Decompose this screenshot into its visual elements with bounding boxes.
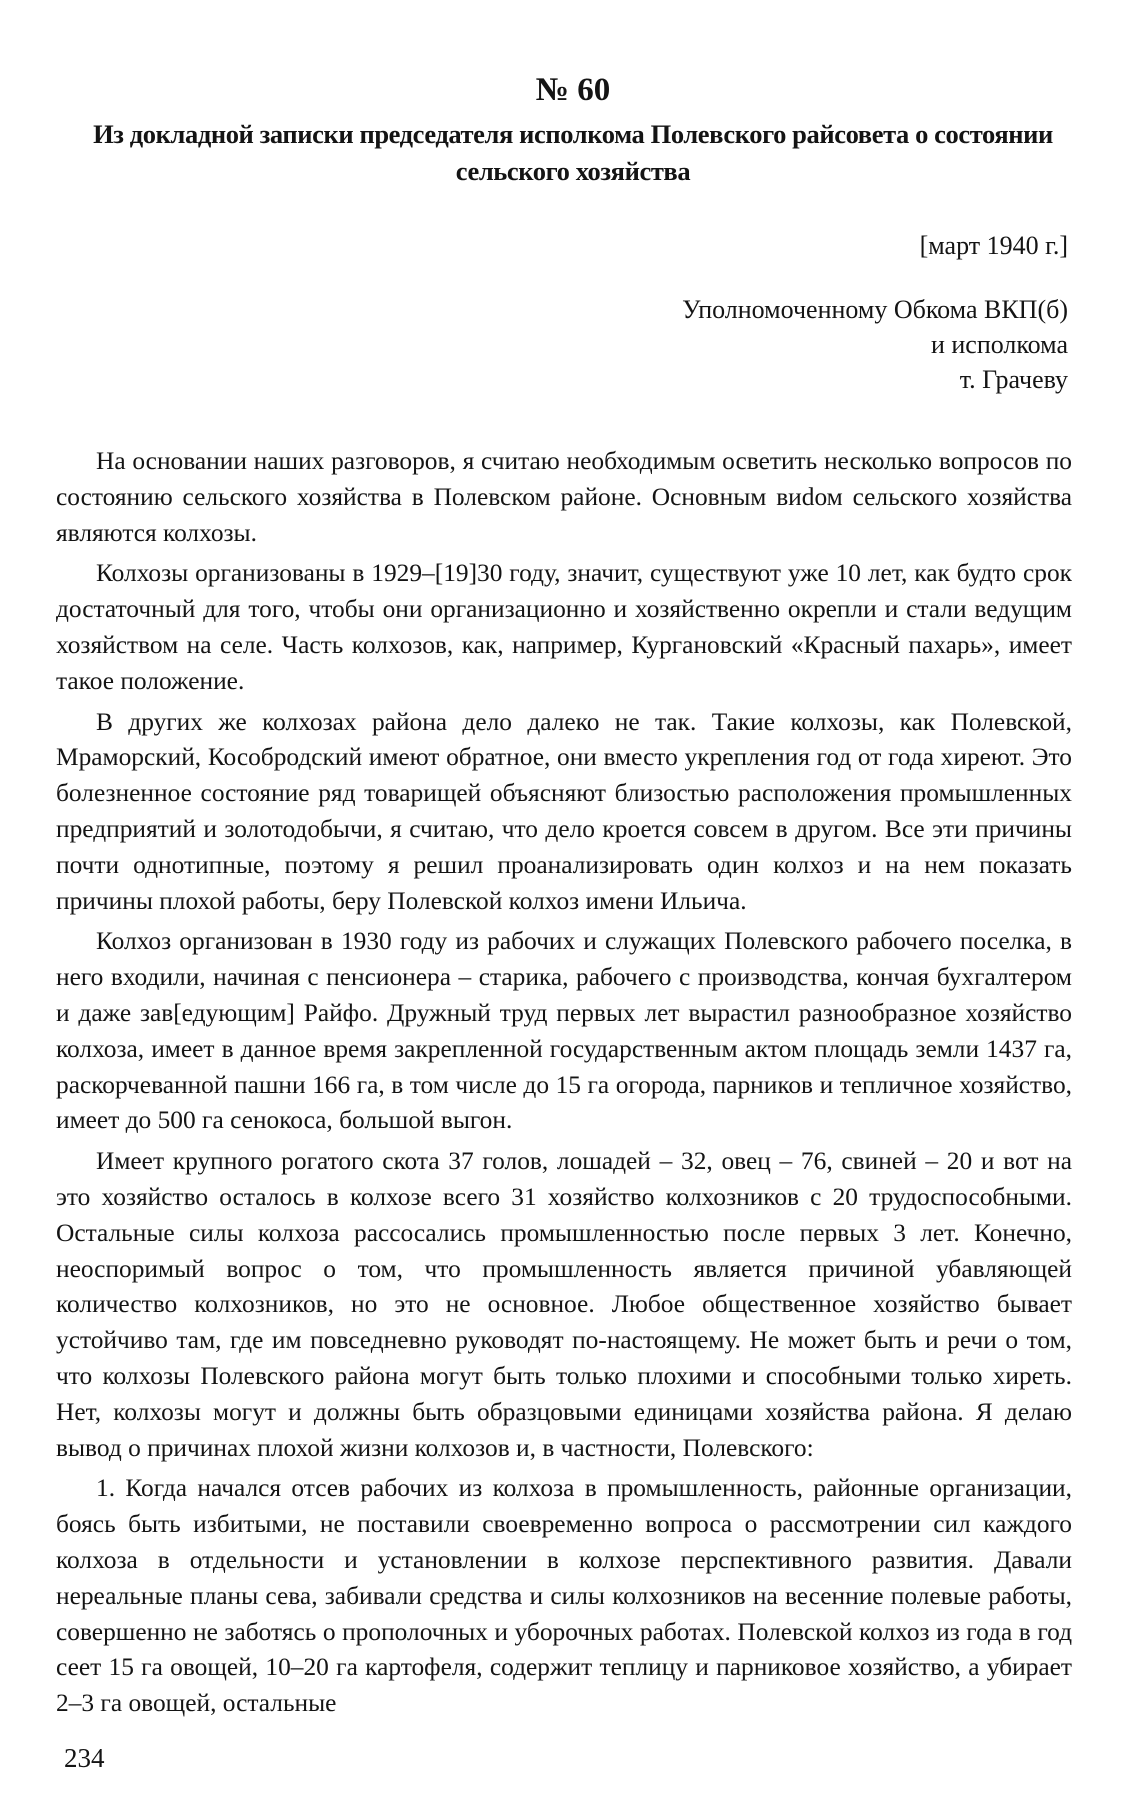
document-title: Из докладной записки председателя исполкома Полевского райсовета о состоянии сельского хозяйства	[93, 119, 1053, 186]
page-number: 234	[64, 1743, 105, 1773]
paragraph: На основании наших разговоров, я считаю необходимым осветить несколько вопросов по состоянию сельского хозяйства в Полевском районе. Основным виdом сельского хозяйства являются колхозы.	[56, 447, 1072, 547]
document-page	[56, 70, 1090, 1722]
addressee-line: и исполкома	[930, 330, 1068, 359]
document-date: [март 1940 г.]	[919, 231, 1068, 260]
addressee-line: Уполномоченному Обкома ВКП(б)	[682, 295, 1068, 324]
paragraph: Колхозы организованы в 1929–[19]30 году, значит, существуют уже 10 лет, как будто срок достаточный для того, чтобы они организационно и хозяйственно окрепли и стали ведущим хозяйством на селе. Часть колхозов, как, например, Кургановский «Красный пахарь», имеет такое положение.	[56, 559, 1072, 695]
paragraph: Имеет крупного рогатого скота 37 голов, лошадей – 32, овец – 76, свиней – 20 и вот на это хозяйство осталось в колхозе всего 31 хозяйство колхозников с 20 трудоспособными. Остальные силы колхоза рассосались промышленностью после первых 3 лет. Конечно, неоспоримый вопрос о том, что промышленность является причиной убавляющей количество колхозников, но это не основное. Любое общественное хозяйство бывает устойчиво там, где им повседневно руководят по-настоящему. Не может быть и речи о том, что колхозы Полевского района могут быть только плохими и способными только хиреть. Нет, колхозы могут и должны быть образцовыми единицами хозяйства района. Я делаю вывод о причинах плохой жизни колхозов и, в частности, Полевского:	[56, 1147, 1072, 1462]
paragraph: Колхоз организован в 1930 году из рабочих и служащих Полевского рабочего поселка, в него входили, начиная с пенсионера – старика, рабочего с производства, кончая бухгалтером и даже зав[едующим] Райфо. Дружный труд первых лет вырастил разнообразное хозяйство колхоза, имеет в данное время закрепленной государственным актом площадь земли 1437 га, раскорчеванной пашни 166 га, в том числе до 15 га огорода, парников и тепличное хозяйство, имеет до 500 га сенокоса, большой выгон.	[56, 927, 1072, 1135]
addressee-block	[56, 292, 1068, 397]
paragraph: В других же колхозах района дело далеко не так. Такие колхозы, как Полевской, Мраморский, Кособродский имеют обратное, они вместо укрепления год от года хиреют. Это болезненное состояние ряд товарищей объясняют близостью расположения промышленных предприятий и золотодобычи, я считаю, что дело кроется совсем в другом. Все эти причины почти однотипные, поэтому я решил проанализировать один колхоз и на нем показать причины плохой работы, беру Полевской колхоз имени Ильича.	[56, 707, 1072, 915]
paragraph: 1. Когда начался отсев рабочих из колхоза в промышленность, районные организации, боясь быть избитыми, не поставили своевременно вопроса о рассмотрении сил каждого колхоза в отдельности и установлении в колхозе перспективного развития. Давали нереальные планы сева, забивали средства и силы колхозников на весенние полевые работы, совершенно не заботясь о прополочных и уборочных работах. Полевской колхоз из года в год сеет 15 га овощей, 10–20 га картофеля, содержит теплицу и парниковое хозяйство, а убирает 2–3 га овощей, остальные	[56, 1474, 1072, 1718]
addressee-line: т. Грачеву	[959, 365, 1068, 394]
body-text	[56, 444, 1090, 1722]
document-number: № 60	[535, 72, 611, 108]
